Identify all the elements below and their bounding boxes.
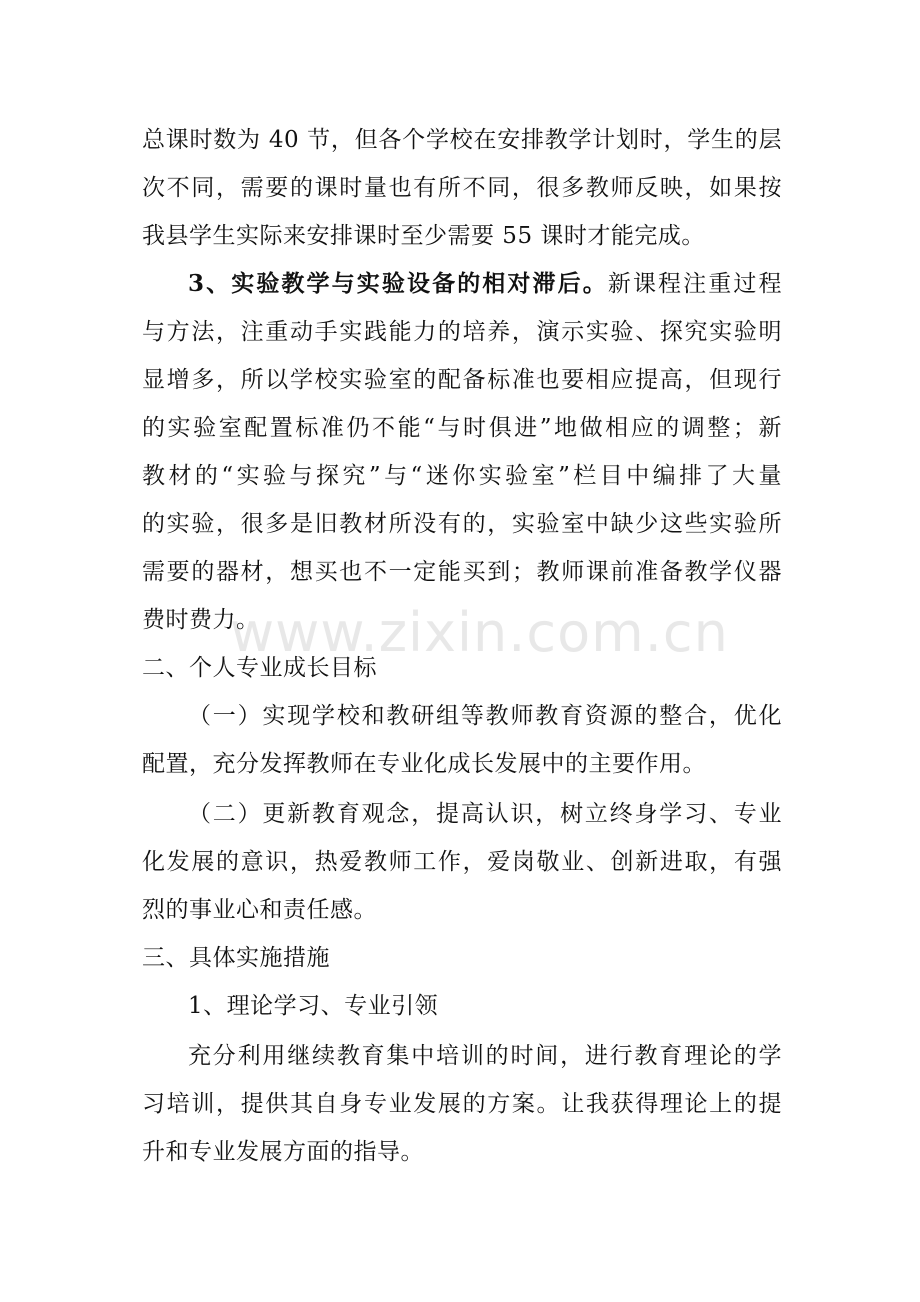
paragraph-line: 烈的事业心和责任感。 [142, 897, 377, 923]
paragraph-line: 习培训，提供其自身专业发展的方案。让我获得理论上的提 [142, 1091, 782, 1117]
paragraph-line: 费时费力。 [142, 607, 260, 633]
watermark: www.zixin.com.cn [230, 601, 729, 664]
paragraph-line: （一）实现学校和教研组等教师教育资源的整合，优化 [188, 703, 782, 729]
section-heading: 三、具体实施措施 [142, 945, 330, 971]
paragraph-line: 与方法，注重动手实践能力的培养，演示实验、探究实验明 [142, 319, 782, 345]
paragraph-line: 需要的器材，想买也不一定能买到；教师课前准备教学仪器 [142, 559, 782, 585]
paragraph-line: 次不同，需要的课时量也有所不同，很多教师反映，如果按 [142, 175, 782, 201]
section-heading: 二、个人专业成长目标 [142, 655, 377, 681]
paragraph-line: 升和专业发展方面的指导。 [142, 1139, 424, 1165]
paragraph-line: 配置，充分发挥教师在专业化成长发展中的主要作用。 [142, 751, 706, 777]
paragraph-line: 教材的“实验与探究”与“迷你实验室”栏目中编排了大量 [142, 463, 782, 489]
paragraph-line: 我县学生实际来安排课时至少需要 55 课时才能完成。 [142, 223, 705, 249]
paragraph-line: 的实验室配置标准仍不能“与时俱进”地做相应的调整；新 [142, 415, 782, 441]
paragraph-line: 总课时数为 40 节，但各个学校在安排教学计划时，学生的层 [142, 127, 782, 153]
paragraph-line: 化发展的意识，热爱教师工作，爱岗敬业、创新进取，有强 [142, 849, 782, 875]
paragraph-line: 显增多，所以学校实验室的配备标准也要相应提高，但现行 [142, 367, 782, 393]
bold-heading: 3、实验教学与实验设备的相对滞后。 [188, 270, 608, 297]
subsection-heading: 1、理论学习、专业引领 [188, 993, 439, 1019]
paragraph-line: 充分利用继续教育集中培训的时间，进行教育理论的学 [188, 1043, 782, 1069]
paragraph-line: 的实验，很多是旧教材所没有的，实验室中缺少这些实验所 [142, 511, 782, 537]
section-heading-line [188, 260, 782, 308]
paragraph-line: （二）更新教育观念，提高认识，树立终身学习、专业 [188, 801, 782, 827]
paragraph-text: 新课程注重过程 [607, 271, 782, 297]
